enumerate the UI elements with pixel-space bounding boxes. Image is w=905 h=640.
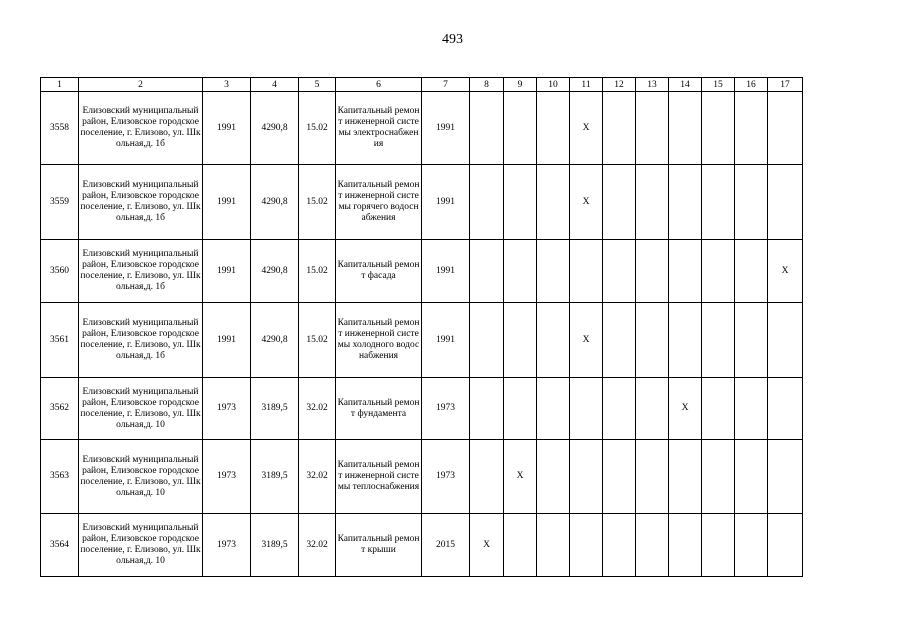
table-row [41, 440, 803, 514]
row-number-cell: 3560 [41, 240, 79, 303]
mark-cell-col-8: X [470, 514, 504, 577]
mark-cell-col-10 [537, 378, 570, 440]
build-year-cell: 1991 [203, 92, 251, 165]
work-type-cell: Капитальный ремонт фасада [336, 240, 422, 303]
column-header-6: 6 [336, 78, 422, 92]
mark-cell-col-9 [504, 303, 537, 378]
mark-cell-col-12 [603, 440, 636, 514]
build-year-cell: 1973 [203, 378, 251, 440]
table-header [41, 78, 803, 92]
table-row [41, 92, 803, 165]
mark-cell-col-12 [603, 165, 636, 240]
mark-cell-col-9 [504, 92, 537, 165]
area-cell: 3189,5 [251, 440, 299, 514]
mark-cell-col-16 [735, 165, 768, 240]
work-type-cell: Капитальный ремонт инженерной системы электроснабжения [336, 92, 422, 165]
mark-cell-col-10 [537, 303, 570, 378]
mark-cell-col-13 [636, 514, 669, 577]
mark-cell-col-14 [669, 303, 702, 378]
table-row [41, 303, 803, 378]
row-number-cell: 3563 [41, 440, 79, 514]
column-header-7: 7 [422, 78, 470, 92]
work-type-cell: Капитальный ремонт инженерной системы горячего водоснабжения [336, 165, 422, 240]
address-cell: Елизовский муниципальный район, Елизовское городское поселение, г. Елизово, ул. Школьная,д. 1б [79, 303, 203, 378]
column-header-2: 2 [79, 78, 203, 92]
mark-cell-col-16 [735, 378, 768, 440]
mark-cell-col-13 [636, 92, 669, 165]
work-year-cell: 1973 [422, 440, 470, 514]
wear-cell: 15.02 [299, 240, 336, 303]
mark-cell-col-11 [570, 378, 603, 440]
mark-cell-col-11: X [570, 165, 603, 240]
column-header-11: 11 [570, 78, 603, 92]
work-type-cell: Капитальный ремонт фундамента [336, 378, 422, 440]
mark-cell-col-9 [504, 378, 537, 440]
area-cell: 4290,8 [251, 303, 299, 378]
mark-cell-col-11 [570, 514, 603, 577]
mark-cell-col-13 [636, 303, 669, 378]
row-number-cell: 3564 [41, 514, 79, 577]
area-cell: 3189,5 [251, 514, 299, 577]
mark-cell-col-8 [470, 240, 504, 303]
work-type-cell: Капитальный ремонт инженерной системы холодного водоснабжения [336, 303, 422, 378]
row-number-cell: 3559 [41, 165, 79, 240]
mark-cell-col-8 [470, 165, 504, 240]
mark-cell-col-16 [735, 440, 768, 514]
build-year-cell: 1991 [203, 165, 251, 240]
mark-cell-col-17 [768, 440, 803, 514]
area-cell: 4290,8 [251, 165, 299, 240]
column-header-1: 1 [41, 78, 79, 92]
mark-cell-col-13 [636, 440, 669, 514]
area-cell: 4290,8 [251, 92, 299, 165]
area-cell: 4290,8 [251, 240, 299, 303]
wear-cell: 32.02 [299, 514, 336, 577]
mark-cell-col-17 [768, 514, 803, 577]
mark-cell-col-10 [537, 165, 570, 240]
build-year-cell: 1991 [203, 303, 251, 378]
mark-cell-col-10 [537, 440, 570, 514]
address-cell: Елизовский муниципальный район, Елизовское городское поселение, г. Елизово, ул. Школьная,д. 10 [79, 440, 203, 514]
mark-cell-col-12 [603, 303, 636, 378]
mark-cell-col-13 [636, 165, 669, 240]
work-year-cell: 2015 [422, 514, 470, 577]
build-year-cell: 1973 [203, 440, 251, 514]
mark-cell-col-15 [702, 514, 735, 577]
mark-cell-col-11 [570, 440, 603, 514]
mark-cell-col-14 [669, 440, 702, 514]
column-header-17: 17 [768, 78, 803, 92]
mark-cell-col-16 [735, 240, 768, 303]
mark-cell-col-16 [735, 303, 768, 378]
work-type-cell: Капитальный ремонт крыши [336, 514, 422, 577]
mark-cell-col-14 [669, 240, 702, 303]
register-table [40, 77, 803, 577]
mark-cell-col-12 [603, 378, 636, 440]
mark-cell-col-11 [570, 240, 603, 303]
mark-cell-col-14 [669, 514, 702, 577]
column-header-16: 16 [735, 78, 768, 92]
column-header-15: 15 [702, 78, 735, 92]
work-year-cell: 1991 [422, 303, 470, 378]
row-number-cell: 3561 [41, 303, 79, 378]
mark-cell-col-13 [636, 240, 669, 303]
address-cell: Елизовский муниципальный район, Елизовское городское поселение, г. Елизово, ул. Школьная,д. 1б [79, 165, 203, 240]
mark-cell-col-15 [702, 165, 735, 240]
mark-cell-col-16 [735, 92, 768, 165]
mark-cell-col-15 [702, 440, 735, 514]
mark-cell-col-10 [537, 92, 570, 165]
address-cell: Елизовский муниципальный район, Елизовское городское поселение, г. Елизово, ул. Школьная,д. 10 [79, 378, 203, 440]
mark-cell-col-9: X [504, 440, 537, 514]
column-header-13: 13 [636, 78, 669, 92]
mark-cell-col-9 [504, 240, 537, 303]
row-number-cell: 3562 [41, 378, 79, 440]
mark-cell-col-17 [768, 165, 803, 240]
work-year-cell: 1991 [422, 92, 470, 165]
header-row [41, 78, 803, 92]
mark-cell-col-10 [537, 240, 570, 303]
wear-cell: 15.02 [299, 165, 336, 240]
wear-cell: 15.02 [299, 92, 336, 165]
mark-cell-col-15 [702, 303, 735, 378]
column-header-4: 4 [251, 78, 299, 92]
mark-cell-col-12 [603, 92, 636, 165]
area-cell: 3189,5 [251, 378, 299, 440]
table-body [41, 92, 803, 577]
column-header-9: 9 [504, 78, 537, 92]
work-year-cell: 1991 [422, 240, 470, 303]
mark-cell-col-17 [768, 303, 803, 378]
address-cell: Елизовский муниципальный район, Елизовское городское поселение, г. Елизово, ул. Школьная,д. 1б [79, 240, 203, 303]
mark-cell-col-15 [702, 378, 735, 440]
table-row [41, 165, 803, 240]
column-header-5: 5 [299, 78, 336, 92]
table-row [41, 378, 803, 440]
work-year-cell: 1991 [422, 165, 470, 240]
column-header-8: 8 [470, 78, 504, 92]
mark-cell-col-17 [768, 92, 803, 165]
page-number: 493 [442, 32, 463, 47]
mark-cell-col-17: X [768, 240, 803, 303]
column-header-10: 10 [537, 78, 570, 92]
mark-cell-col-8 [470, 378, 504, 440]
mark-cell-col-16 [735, 514, 768, 577]
table-row [41, 514, 803, 577]
mark-cell-col-12 [603, 240, 636, 303]
work-year-cell: 1973 [422, 378, 470, 440]
column-header-14: 14 [669, 78, 702, 92]
address-cell: Елизовский муниципальный район, Елизовское городское поселение, г. Елизово, ул. Школьная,д. 10 [79, 514, 203, 577]
wear-cell: 32.02 [299, 440, 336, 514]
mark-cell-col-10 [537, 514, 570, 577]
build-year-cell: 1991 [203, 240, 251, 303]
mark-cell-col-11: X [570, 92, 603, 165]
table-row [41, 240, 803, 303]
mark-cell-col-9 [504, 165, 537, 240]
column-header-12: 12 [603, 78, 636, 92]
mark-cell-col-8 [470, 440, 504, 514]
mark-cell-col-13 [636, 378, 669, 440]
build-year-cell: 1973 [203, 514, 251, 577]
wear-cell: 15.02 [299, 303, 336, 378]
work-type-cell: Капитальный ремонт инженерной системы теплоснабжения [336, 440, 422, 514]
mark-cell-col-17 [768, 378, 803, 440]
mark-cell-col-12 [603, 514, 636, 577]
mark-cell-col-8 [470, 92, 504, 165]
mark-cell-col-15 [702, 240, 735, 303]
mark-cell-col-14: X [669, 378, 702, 440]
row-number-cell: 3558 [41, 92, 79, 165]
column-header-3: 3 [203, 78, 251, 92]
address-cell: Елизовский муниципальный район, Елизовское городское поселение, г. Елизово, ул. Школьная,д. 1б [79, 92, 203, 165]
mark-cell-col-11: X [570, 303, 603, 378]
mark-cell-col-14 [669, 92, 702, 165]
mark-cell-col-8 [470, 303, 504, 378]
mark-cell-col-14 [669, 165, 702, 240]
mark-cell-col-15 [702, 92, 735, 165]
wear-cell: 32.02 [299, 378, 336, 440]
mark-cell-col-9 [504, 514, 537, 577]
